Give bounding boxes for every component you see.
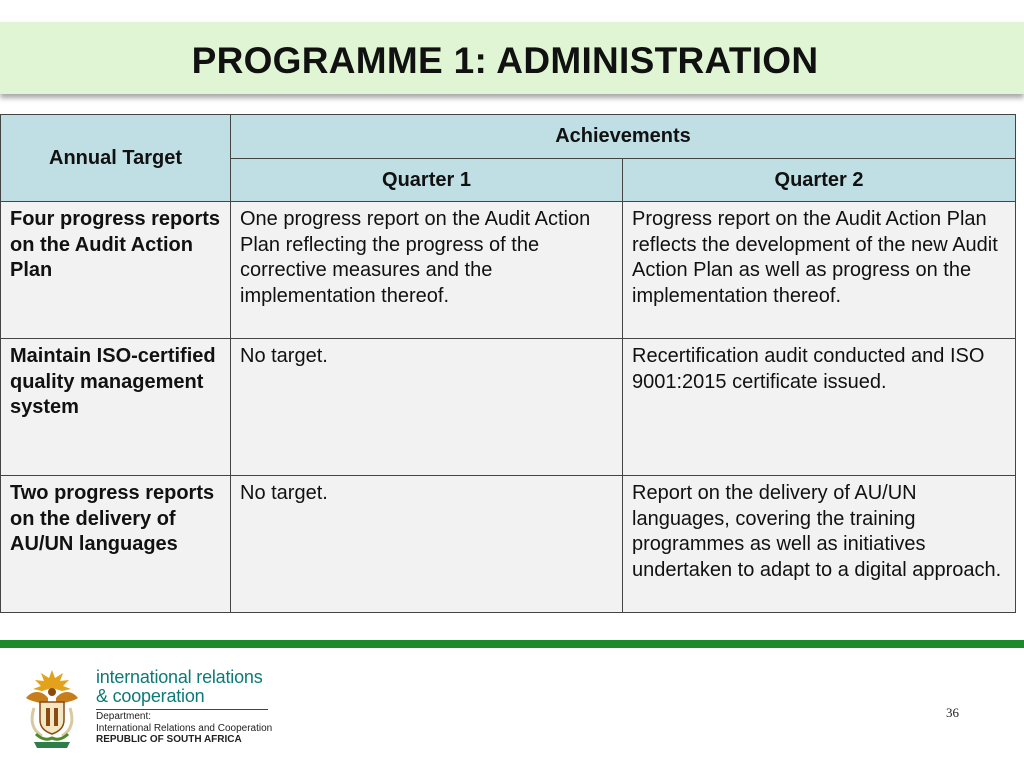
row-1-quarter-2: Progress report on the Audit Action Plan reflects the development of the new Audit Action Plan as well as progress on the implementation thereof. [623,202,1016,339]
achievements-table [0,114,1016,613]
row-2-quarter-1: No target. [231,339,623,476]
page-number: 36 [946,705,959,720]
coat-of-arms-icon [22,668,82,750]
department-block [96,711,272,746]
table-row [1,339,1016,476]
org-name-line-1: international relations [96,667,263,687]
department-name: International Relations and Cooperation [96,722,273,734]
row-3-quarter-2: Report on the delivery of AU/UN languages, covering the training programmes as well as initiatives undertaken to adapt to a digital approach. [623,476,1016,613]
row-1-quarter-1: One progress report on the Audit Action Plan reflecting the progress of the corrective measures and the implementation thereof. [231,202,623,339]
org-divider [96,709,268,710]
org-name-line-2: & cooperation [96,686,205,706]
header-quarter-1: Quarter 1 [231,159,623,202]
org-name [96,668,263,706]
header-achievements: Achievements [231,115,1016,159]
row-2-quarter-2: Recertification audit conducted and ISO 9001:2015 certificate issued. [623,339,1016,476]
department-label: Department: [96,711,152,722]
footer-divider [0,640,1024,648]
table-row [1,202,1016,339]
row-3-quarter-1: No target. [231,476,623,613]
table-row [1,476,1016,613]
country-name: REPUBLIC OF SOUTH AFRICA [96,734,242,745]
header-annual-target: Annual Target [1,115,231,202]
header-quarter-2: Quarter 2 [623,159,1016,202]
table-header-row [1,115,1016,159]
row-3-target: Two progress reports on the delivery of AU/UN languages [1,476,231,613]
row-1-target: Four progress reports on the Audit Action Plan [1,202,231,339]
row-2-target: Maintain ISO-certified quality management system [1,339,231,476]
page-title: PROGRAMME 1: ADMINISTRATION [191,40,819,81]
